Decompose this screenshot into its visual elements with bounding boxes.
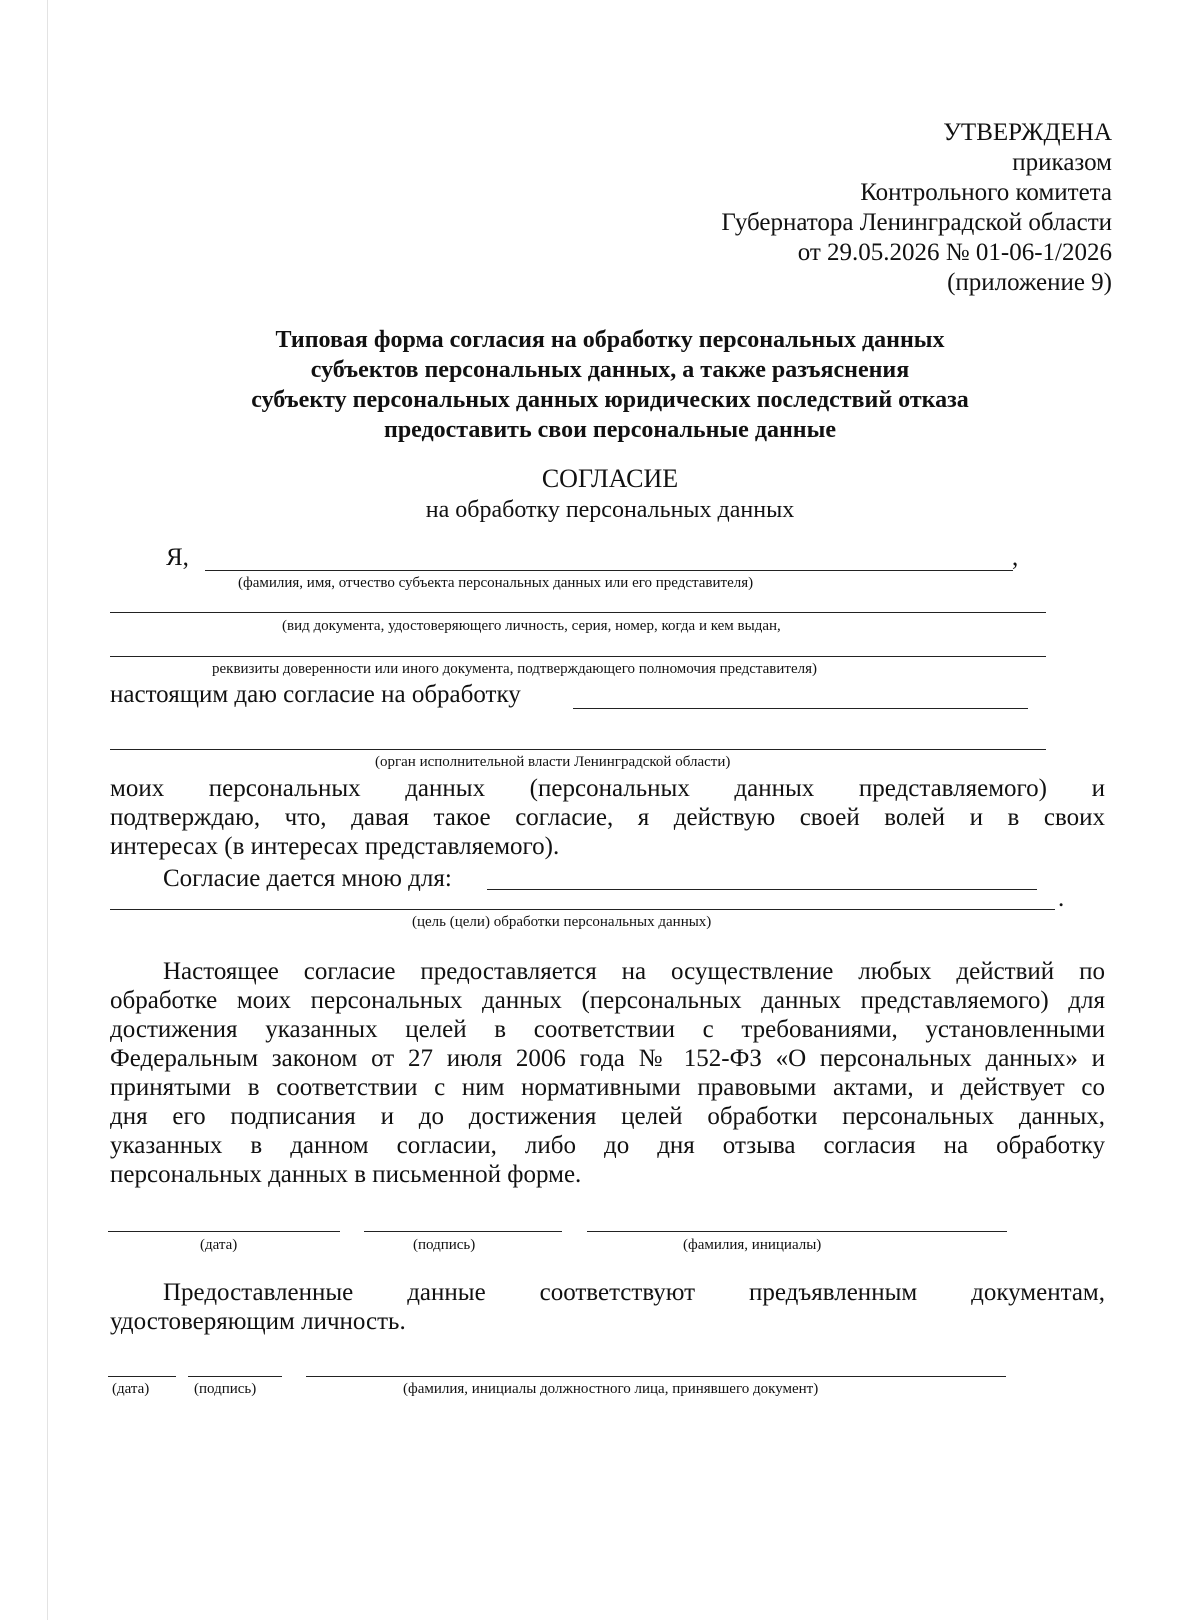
- organ-caption: (орган исполнительной власти Ленинградской области): [375, 754, 731, 770]
- period: .: [1058, 885, 1065, 912]
- paragraph-line: достижения указанных целей в соответствии с требованиями, установленными: [110, 1016, 1105, 1043]
- paragraph-line: указанных в данном согласии, либо до дня отзыва согласия на обработку: [110, 1132, 1105, 1159]
- approval-line: от 29.05.2026 № 01-06-1/2026: [797, 239, 1112, 266]
- paragraph-line: Федеральным законом от 27 июля 2006 года № 152-ФЗ «О персональных данных» и: [110, 1045, 1105, 1072]
- date-field[interactable]: [108, 1231, 340, 1232]
- official-date-field[interactable]: [108, 1376, 176, 1377]
- document-field[interactable]: [110, 612, 1046, 613]
- approval-line: УТВЕРЖДЕНА: [943, 119, 1112, 146]
- approval-line: приказом: [1012, 149, 1112, 176]
- official-signature-caption: (подпись): [194, 1381, 257, 1397]
- document-caption: (вид документа, удостоверяющего личность, серия, номер, когда и кем выдан,: [282, 618, 781, 634]
- signature-field[interactable]: [364, 1231, 562, 1232]
- purpose-field[interactable]: [487, 889, 1037, 890]
- paragraph-line: Предоставленные данные соответствуют предъявленным документам,: [163, 1279, 1105, 1306]
- form-title: [150, 325, 1070, 445]
- approval-line: Контрольного комитета: [860, 179, 1112, 206]
- paragraph-line: обработке моих персональных данных (персональных данных представляемого) для: [110, 987, 1105, 1014]
- comma: ,: [1012, 544, 1019, 571]
- consent-heading: СОГЛАСИЕ: [541, 464, 679, 493]
- form-title-line: субъекту персональных данных юридических последствий отказа: [251, 387, 969, 413]
- paragraph-line: персональных данных в письменной форме.: [110, 1161, 582, 1188]
- paragraph-line: Настоящее согласие предоставляется на осуществление любых действий по: [163, 958, 1105, 985]
- consent-label: настоящим даю согласие на обработку: [110, 681, 521, 708]
- paragraph-line: принятыми в соответствии с ним нормативными правовыми актами, и действует со: [110, 1074, 1105, 1101]
- approval-block: [721, 118, 1112, 298]
- i-label: Я,: [166, 544, 189, 571]
- fio-caption: (фамилия, имя, отчество субъекта персональных данных или его представителя): [238, 575, 754, 591]
- paragraph-line: удостоверяющим личность.: [110, 1308, 406, 1335]
- paragraph-line: интересах (в интересах представляемого).: [110, 833, 560, 860]
- paragraph-line: подтверждаю, что, давая такое согласие, я действую своей волей и в своих: [110, 804, 1105, 831]
- proxy-field[interactable]: [110, 656, 1046, 657]
- approval-line: (приложение 9): [947, 269, 1112, 296]
- date-caption: (дата): [200, 1237, 238, 1253]
- organ-field[interactable]: [110, 749, 1046, 750]
- page-margin-rule: [47, 0, 48, 1620]
- official-name-caption: (фамилия, инициалы должностного лица, принявшего документ): [403, 1381, 819, 1397]
- proxy-caption: реквизиты доверенности или иного документа, подтверждающего полномочия представителя): [212, 661, 817, 677]
- form-title-line: субъектов персональных данных, а также разъяснения: [310, 357, 910, 383]
- name-caption: (фамилия, инициалы): [683, 1237, 822, 1253]
- paragraph-line: дня его подписания и до достижения целей обработки персональных данных,: [110, 1103, 1105, 1130]
- signature-caption: (подпись): [413, 1237, 476, 1253]
- purpose-field-2[interactable]: [110, 909, 1055, 910]
- form-title-line: предоставить свои персональные данные: [383, 417, 836, 443]
- consent-subheading: на обработку персональных данных: [425, 497, 795, 523]
- official-date-caption: (дата): [112, 1381, 150, 1397]
- fio-field[interactable]: [205, 570, 1013, 571]
- purpose-label: Согласие дается мною для:: [163, 865, 452, 892]
- official-signature-field[interactable]: [188, 1376, 282, 1377]
- purpose-caption: (цель (цели) обработки персональных данных): [412, 914, 712, 930]
- official-name-field[interactable]: [306, 1376, 1006, 1377]
- consent-operator-field[interactable]: [573, 708, 1028, 709]
- approval-line: Губернатора Ленинградской области: [721, 209, 1112, 236]
- paragraph-line: моих персональных данных (персональных данных представляемого) и: [110, 775, 1105, 802]
- name-field[interactable]: [587, 1231, 1007, 1232]
- form-title-line: Типовая форма согласия на обработку персональных данных: [275, 327, 945, 353]
